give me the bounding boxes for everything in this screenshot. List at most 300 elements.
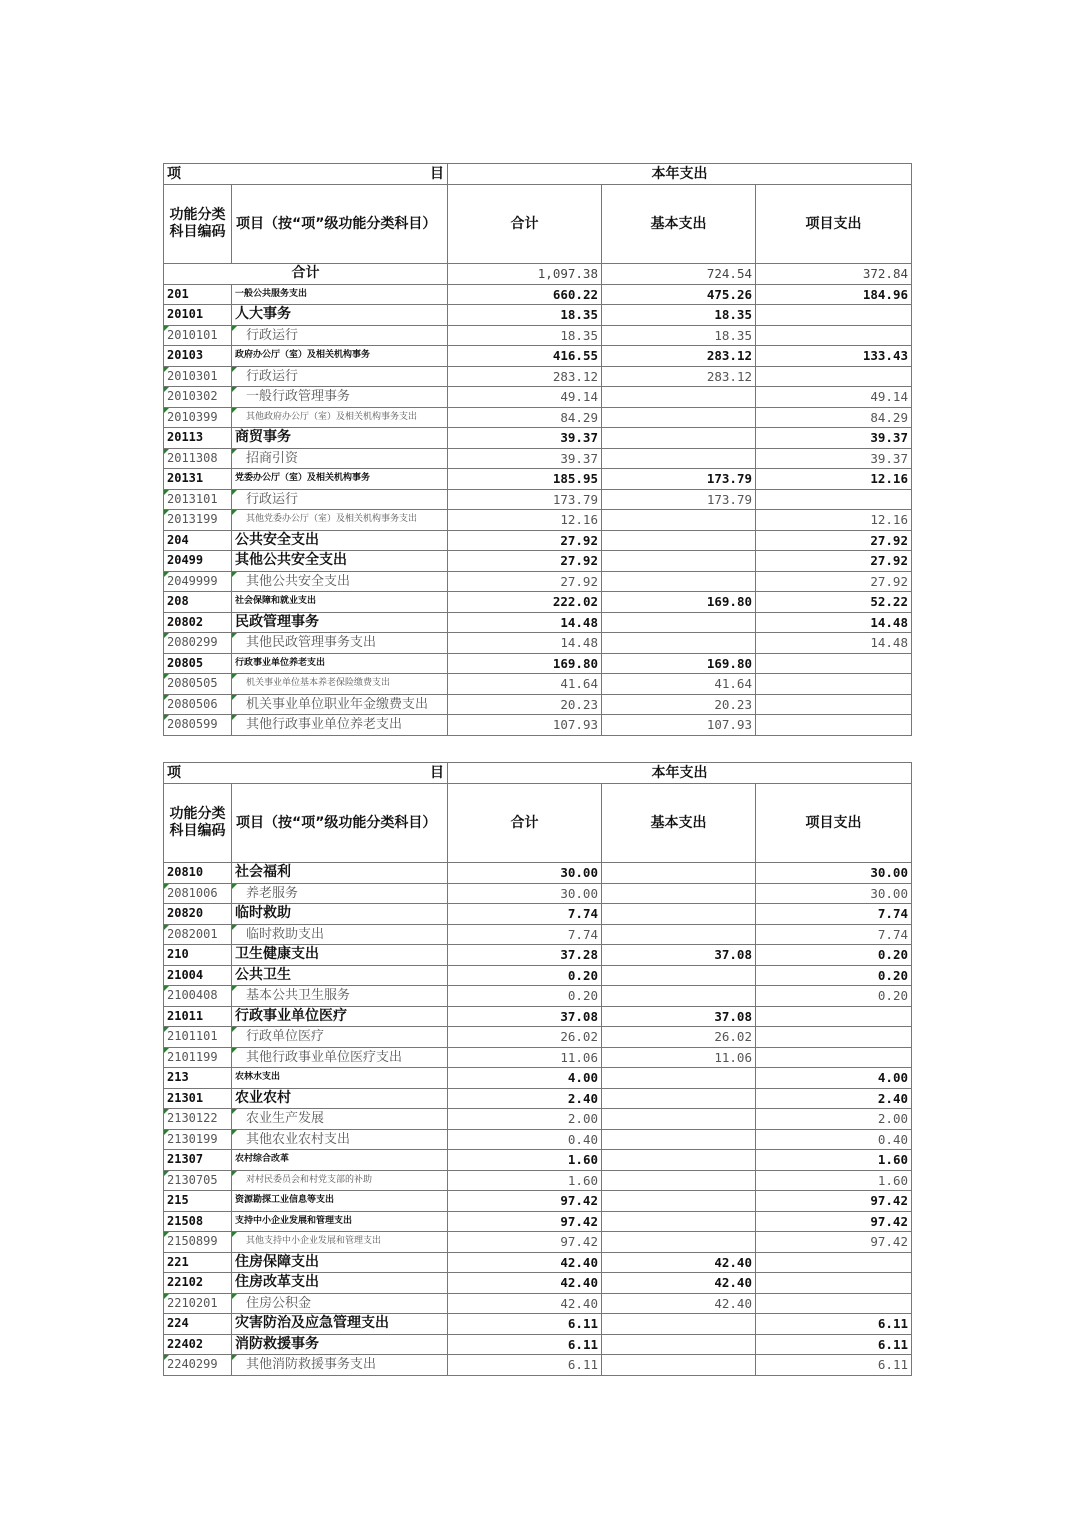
table-row bbox=[164, 1211, 912, 1232]
table-row bbox=[164, 612, 912, 633]
row-code: 22402 bbox=[164, 1334, 232, 1355]
row-code: 20113 bbox=[164, 428, 232, 449]
row-code: 2010101 bbox=[164, 325, 232, 346]
row-code: 208 bbox=[164, 592, 232, 613]
table-row bbox=[164, 407, 912, 428]
table-row bbox=[164, 1027, 912, 1048]
grand-total-basic: 724.54 bbox=[602, 264, 756, 285]
row-basic: 18.35 bbox=[602, 325, 756, 346]
row-code: 2013101 bbox=[164, 489, 232, 510]
table-row bbox=[164, 694, 912, 715]
row-name: 其他公共安全支出 bbox=[232, 571, 448, 592]
row-name: 民政管理事务 bbox=[232, 612, 448, 633]
table-row bbox=[164, 1068, 912, 1089]
table-row bbox=[164, 883, 912, 904]
row-basic: 173.79 bbox=[602, 489, 756, 510]
row-code: 20101 bbox=[164, 305, 232, 326]
row-code: 215 bbox=[164, 1191, 232, 1212]
row-project: 12.16 bbox=[756, 510, 912, 531]
row-code: 2011308 bbox=[164, 448, 232, 469]
row-basic bbox=[602, 387, 756, 408]
header-project-col: 项目支出 bbox=[756, 185, 912, 264]
row-code: 2080505 bbox=[164, 674, 232, 695]
row-name: 一般公共服务支出 bbox=[232, 284, 448, 305]
row-project: 84.29 bbox=[756, 407, 912, 428]
row-project: 0.20 bbox=[756, 965, 912, 986]
row-name: 机关事业单位基本养老保险缴费支出 bbox=[232, 674, 448, 695]
row-basic: 41.64 bbox=[602, 674, 756, 695]
row-code: 21301 bbox=[164, 1088, 232, 1109]
table-row bbox=[164, 965, 912, 986]
row-total: 185.95 bbox=[448, 469, 602, 490]
header-row-1 bbox=[164, 164, 912, 185]
row-name: 住房改革支出 bbox=[232, 1273, 448, 1294]
row-total: 27.92 bbox=[448, 530, 602, 551]
grand-total-row bbox=[164, 264, 912, 285]
row-total: 30.00 bbox=[448, 883, 602, 904]
row-project: 1.60 bbox=[756, 1170, 912, 1191]
table-row bbox=[164, 653, 912, 674]
row-name: 灾害防治及应急管理支出 bbox=[232, 1314, 448, 1335]
row-project: 6.11 bbox=[756, 1314, 912, 1335]
header-basic-col: 基本支出 bbox=[602, 185, 756, 264]
header-code-col: 功能分类科目编码 bbox=[164, 185, 232, 264]
row-name: 商贸事务 bbox=[232, 428, 448, 449]
row-project bbox=[756, 1047, 912, 1068]
row-basic: 42.40 bbox=[602, 1252, 756, 1273]
row-project: 27.92 bbox=[756, 571, 912, 592]
row-total: 6.11 bbox=[448, 1355, 602, 1376]
row-name: 对村民委员会和村党支部的补助 bbox=[232, 1170, 448, 1191]
row-project bbox=[756, 694, 912, 715]
row-basic bbox=[602, 448, 756, 469]
table-row bbox=[164, 1273, 912, 1294]
row-total: 416.55 bbox=[448, 346, 602, 367]
table-row bbox=[164, 945, 912, 966]
row-basic bbox=[602, 1068, 756, 1089]
row-project bbox=[756, 305, 912, 326]
row-name: 其他政府办公厅（室）及相关机构事务支出 bbox=[232, 407, 448, 428]
table-row bbox=[164, 325, 912, 346]
row-code: 2010399 bbox=[164, 407, 232, 428]
row-project: 39.37 bbox=[756, 428, 912, 449]
row-project: 0.40 bbox=[756, 1129, 912, 1150]
row-basic: 283.12 bbox=[602, 366, 756, 387]
row-name: 公共安全支出 bbox=[232, 530, 448, 551]
row-name: 其他支持中小企业发展和管理支出 bbox=[232, 1232, 448, 1253]
row-code: 2013199 bbox=[164, 510, 232, 531]
header-xiang: 项 bbox=[164, 763, 232, 784]
table-row bbox=[164, 428, 912, 449]
table-row bbox=[164, 904, 912, 925]
row-basic bbox=[602, 530, 756, 551]
grand-total-project: 372.84 bbox=[756, 264, 912, 285]
table-row bbox=[164, 510, 912, 531]
row-name: 其他农业农村支出 bbox=[232, 1129, 448, 1150]
table-row bbox=[164, 633, 912, 654]
row-name: 行政运行 bbox=[232, 325, 448, 346]
row-name: 公共卫生 bbox=[232, 965, 448, 986]
row-total: 42.40 bbox=[448, 1293, 602, 1314]
row-project bbox=[756, 1273, 912, 1294]
grand-total-label: 合计 bbox=[164, 264, 448, 285]
row-project: 2.00 bbox=[756, 1109, 912, 1130]
header-xiang: 项 bbox=[164, 164, 232, 185]
table-row bbox=[164, 1109, 912, 1130]
row-code: 20499 bbox=[164, 551, 232, 572]
row-project bbox=[756, 715, 912, 736]
table-row bbox=[164, 571, 912, 592]
row-name: 一般行政管理事务 bbox=[232, 387, 448, 408]
table-row bbox=[164, 469, 912, 490]
row-code: 213 bbox=[164, 1068, 232, 1089]
table-row bbox=[164, 1355, 912, 1376]
row-name: 住房公积金 bbox=[232, 1293, 448, 1314]
row-basic bbox=[602, 1170, 756, 1191]
row-total: 6.11 bbox=[448, 1314, 602, 1335]
row-basic: 42.40 bbox=[602, 1273, 756, 1294]
row-code: 221 bbox=[164, 1252, 232, 1273]
row-code: 2130705 bbox=[164, 1170, 232, 1191]
row-basic bbox=[602, 965, 756, 986]
row-project: 52.22 bbox=[756, 592, 912, 613]
table-row bbox=[164, 1129, 912, 1150]
row-code: 2130199 bbox=[164, 1129, 232, 1150]
row-total: 0.20 bbox=[448, 986, 602, 1007]
row-total: 84.29 bbox=[448, 407, 602, 428]
row-code: 2010301 bbox=[164, 366, 232, 387]
row-total: 0.20 bbox=[448, 965, 602, 986]
row-basic bbox=[602, 612, 756, 633]
row-name: 行政运行 bbox=[232, 366, 448, 387]
row-name: 政府办公厅（室）及相关机构事务 bbox=[232, 346, 448, 367]
row-total: 2.40 bbox=[448, 1088, 602, 1109]
row-project: 27.92 bbox=[756, 551, 912, 572]
row-code: 2210201 bbox=[164, 1293, 232, 1314]
row-basic bbox=[602, 904, 756, 925]
row-total: 12.16 bbox=[448, 510, 602, 531]
row-project bbox=[756, 1027, 912, 1048]
row-name: 支持中小企业发展和管理支出 bbox=[232, 1211, 448, 1232]
table-row bbox=[164, 715, 912, 736]
row-project bbox=[756, 489, 912, 510]
row-total: 660.22 bbox=[448, 284, 602, 305]
row-total: 42.40 bbox=[448, 1273, 602, 1294]
row-code: 20810 bbox=[164, 863, 232, 884]
row-name: 行政运行 bbox=[232, 489, 448, 510]
row-project: 0.20 bbox=[756, 986, 912, 1007]
row-project: 6.11 bbox=[756, 1334, 912, 1355]
row-code: 2080299 bbox=[164, 633, 232, 654]
row-basic bbox=[602, 1129, 756, 1150]
row-total: 37.28 bbox=[448, 945, 602, 966]
row-name: 行政事业单位医疗 bbox=[232, 1006, 448, 1027]
row-basic bbox=[602, 1150, 756, 1171]
row-code: 20802 bbox=[164, 612, 232, 633]
row-code: 2130122 bbox=[164, 1109, 232, 1130]
row-basic bbox=[602, 1232, 756, 1253]
row-total: 222.02 bbox=[448, 592, 602, 613]
header-mu: 目 bbox=[232, 763, 448, 784]
row-total: 173.79 bbox=[448, 489, 602, 510]
row-name: 其他行政事业单位养老支出 bbox=[232, 715, 448, 736]
row-basic: 20.23 bbox=[602, 694, 756, 715]
header-project-col: 项目支出 bbox=[756, 784, 912, 863]
row-total: 14.48 bbox=[448, 612, 602, 633]
row-basic bbox=[602, 428, 756, 449]
row-code: 2100408 bbox=[164, 986, 232, 1007]
table-row bbox=[164, 284, 912, 305]
row-name: 招商引资 bbox=[232, 448, 448, 469]
row-basic: 42.40 bbox=[602, 1293, 756, 1314]
table-row bbox=[164, 551, 912, 572]
row-basic: 169.80 bbox=[602, 592, 756, 613]
table-row bbox=[164, 1314, 912, 1335]
row-code: 21508 bbox=[164, 1211, 232, 1232]
row-total: 169.80 bbox=[448, 653, 602, 674]
table-row bbox=[164, 1232, 912, 1253]
row-code: 204 bbox=[164, 530, 232, 551]
row-project: 7.74 bbox=[756, 924, 912, 945]
table-row bbox=[164, 986, 912, 1007]
row-basic bbox=[602, 571, 756, 592]
row-name: 临时救助支出 bbox=[232, 924, 448, 945]
row-total: 97.42 bbox=[448, 1232, 602, 1253]
row-code: 201 bbox=[164, 284, 232, 305]
row-project: 4.00 bbox=[756, 1068, 912, 1089]
row-basic: 26.02 bbox=[602, 1027, 756, 1048]
row-code: 21004 bbox=[164, 965, 232, 986]
row-basic: 169.80 bbox=[602, 653, 756, 674]
table-row bbox=[164, 1252, 912, 1273]
table-row bbox=[164, 530, 912, 551]
row-basic: 283.12 bbox=[602, 346, 756, 367]
row-basic bbox=[602, 986, 756, 1007]
row-name: 其他民政管理事务支出 bbox=[232, 633, 448, 654]
row-project: 30.00 bbox=[756, 863, 912, 884]
row-name: 行政事业单位养老支出 bbox=[232, 653, 448, 674]
row-code: 2049999 bbox=[164, 571, 232, 592]
table-row bbox=[164, 1006, 912, 1027]
row-basic: 475.26 bbox=[602, 284, 756, 305]
expenditure-table-1 bbox=[163, 163, 912, 736]
row-basic bbox=[602, 633, 756, 654]
table-row bbox=[164, 674, 912, 695]
grand-total-sum: 1,097.38 bbox=[448, 264, 602, 285]
row-project: 2.40 bbox=[756, 1088, 912, 1109]
row-basic bbox=[602, 924, 756, 945]
row-total: 20.23 bbox=[448, 694, 602, 715]
row-project: 27.92 bbox=[756, 530, 912, 551]
row-project: 97.42 bbox=[756, 1232, 912, 1253]
table-row bbox=[164, 387, 912, 408]
row-name: 农村综合改革 bbox=[232, 1150, 448, 1171]
row-code: 21011 bbox=[164, 1006, 232, 1027]
row-project: 133.43 bbox=[756, 346, 912, 367]
row-name: 基本公共卫生服务 bbox=[232, 986, 448, 1007]
row-code: 2240299 bbox=[164, 1355, 232, 1376]
row-total: 11.06 bbox=[448, 1047, 602, 1068]
row-code: 2101199 bbox=[164, 1047, 232, 1068]
row-project bbox=[756, 1293, 912, 1314]
row-name: 农业农村 bbox=[232, 1088, 448, 1109]
row-code: 2010302 bbox=[164, 387, 232, 408]
row-total: 1.60 bbox=[448, 1170, 602, 1191]
row-code: 2080599 bbox=[164, 715, 232, 736]
row-project: 6.11 bbox=[756, 1355, 912, 1376]
row-name: 社会保障和就业支出 bbox=[232, 592, 448, 613]
header-total-col: 合计 bbox=[448, 784, 602, 863]
row-code: 21307 bbox=[164, 1150, 232, 1171]
row-basic bbox=[602, 883, 756, 904]
row-name: 住房保障支出 bbox=[232, 1252, 448, 1273]
row-total: 30.00 bbox=[448, 863, 602, 884]
row-project: 0.20 bbox=[756, 945, 912, 966]
row-project: 97.42 bbox=[756, 1211, 912, 1232]
header-year-expenditure: 本年支出 bbox=[448, 164, 912, 185]
expenditure-table-2 bbox=[163, 762, 912, 1376]
row-name: 养老服务 bbox=[232, 883, 448, 904]
row-project bbox=[756, 366, 912, 387]
table-row bbox=[164, 1170, 912, 1191]
row-code: 224 bbox=[164, 1314, 232, 1335]
row-total: 2.00 bbox=[448, 1109, 602, 1130]
row-code: 2081006 bbox=[164, 883, 232, 904]
row-total: 107.93 bbox=[448, 715, 602, 736]
row-code: 2101101 bbox=[164, 1027, 232, 1048]
row-name: 资源勘探工业信息等支出 bbox=[232, 1191, 448, 1212]
row-total: 283.12 bbox=[448, 366, 602, 387]
row-code: 20805 bbox=[164, 653, 232, 674]
header-basic-col: 基本支出 bbox=[602, 784, 756, 863]
row-project bbox=[756, 653, 912, 674]
row-code: 2080506 bbox=[164, 694, 232, 715]
row-project: 184.96 bbox=[756, 284, 912, 305]
row-project bbox=[756, 674, 912, 695]
row-project bbox=[756, 1252, 912, 1273]
row-code: 210 bbox=[164, 945, 232, 966]
row-total: 26.02 bbox=[448, 1027, 602, 1048]
row-name: 农林水支出 bbox=[232, 1068, 448, 1089]
row-name: 临时救助 bbox=[232, 904, 448, 925]
row-total: 42.40 bbox=[448, 1252, 602, 1273]
row-project: 39.37 bbox=[756, 448, 912, 469]
row-name: 其他行政事业单位医疗支出 bbox=[232, 1047, 448, 1068]
row-name: 消防救援事务 bbox=[232, 1334, 448, 1355]
row-total: 39.37 bbox=[448, 428, 602, 449]
row-total: 14.48 bbox=[448, 633, 602, 654]
table-row bbox=[164, 489, 912, 510]
row-code: 20131 bbox=[164, 469, 232, 490]
row-total: 1.60 bbox=[448, 1150, 602, 1171]
row-name: 其他公共安全支出 bbox=[232, 551, 448, 572]
header-row-2 bbox=[164, 784, 912, 863]
row-basic bbox=[602, 510, 756, 531]
table-row bbox=[164, 305, 912, 326]
header-code-col: 功能分类科目编码 bbox=[164, 784, 232, 863]
row-total: 27.92 bbox=[448, 551, 602, 572]
row-name: 人大事务 bbox=[232, 305, 448, 326]
row-code: 20820 bbox=[164, 904, 232, 925]
table-row bbox=[164, 1088, 912, 1109]
table-row bbox=[164, 1293, 912, 1314]
table-row bbox=[164, 1047, 912, 1068]
header-name-col: 项目（按“项”级功能分类科目） bbox=[232, 784, 448, 863]
row-project: 14.48 bbox=[756, 633, 912, 654]
row-project: 14.48 bbox=[756, 612, 912, 633]
table-row bbox=[164, 366, 912, 387]
row-code: 2150899 bbox=[164, 1232, 232, 1253]
table-row bbox=[164, 448, 912, 469]
row-basic bbox=[602, 407, 756, 428]
row-name: 党委办公厅（室）及相关机构事务 bbox=[232, 469, 448, 490]
row-total: 39.37 bbox=[448, 448, 602, 469]
table-row bbox=[164, 592, 912, 613]
row-project: 12.16 bbox=[756, 469, 912, 490]
row-name: 其他消防救援事务支出 bbox=[232, 1355, 448, 1376]
table-row bbox=[164, 1150, 912, 1171]
row-basic: 37.08 bbox=[602, 1006, 756, 1027]
row-total: 6.11 bbox=[448, 1334, 602, 1355]
row-total: 27.92 bbox=[448, 571, 602, 592]
row-basic bbox=[602, 1334, 756, 1355]
row-basic: 37.08 bbox=[602, 945, 756, 966]
header-mu: 目 bbox=[232, 164, 448, 185]
row-total: 18.35 bbox=[448, 305, 602, 326]
row-project: 1.60 bbox=[756, 1150, 912, 1171]
row-name: 卫生健康支出 bbox=[232, 945, 448, 966]
row-basic: 18.35 bbox=[602, 305, 756, 326]
row-total: 37.08 bbox=[448, 1006, 602, 1027]
row-project: 7.74 bbox=[756, 904, 912, 925]
row-basic bbox=[602, 1314, 756, 1335]
header-total-col: 合计 bbox=[448, 185, 602, 264]
row-total: 0.40 bbox=[448, 1129, 602, 1150]
table-row bbox=[164, 1334, 912, 1355]
row-basic bbox=[602, 863, 756, 884]
row-name: 行政单位医疗 bbox=[232, 1027, 448, 1048]
row-code: 2082001 bbox=[164, 924, 232, 945]
row-total: 41.64 bbox=[448, 674, 602, 695]
row-basic bbox=[602, 1355, 756, 1376]
row-project bbox=[756, 1006, 912, 1027]
header-year-expenditure: 本年支出 bbox=[448, 763, 912, 784]
row-project: 30.00 bbox=[756, 883, 912, 904]
header-row-2 bbox=[164, 185, 912, 264]
row-basic: 11.06 bbox=[602, 1047, 756, 1068]
row-name: 社会福利 bbox=[232, 863, 448, 884]
table-row bbox=[164, 1191, 912, 1212]
row-total: 7.74 bbox=[448, 904, 602, 925]
row-code: 22102 bbox=[164, 1273, 232, 1294]
row-project: 97.42 bbox=[756, 1191, 912, 1212]
row-total: 97.42 bbox=[448, 1211, 602, 1232]
header-name-col: 项目（按“项”级功能分类科目） bbox=[232, 185, 448, 264]
row-name: 机关事业单位职业年金缴费支出 bbox=[232, 694, 448, 715]
table-row bbox=[164, 924, 912, 945]
table-row bbox=[164, 346, 912, 367]
row-basic bbox=[602, 551, 756, 572]
row-basic: 107.93 bbox=[602, 715, 756, 736]
row-basic bbox=[602, 1191, 756, 1212]
row-total: 97.42 bbox=[448, 1191, 602, 1212]
row-project: 49.14 bbox=[756, 387, 912, 408]
row-name: 其他党委办公厅（室）及相关机构事务支出 bbox=[232, 510, 448, 531]
row-code: 20103 bbox=[164, 346, 232, 367]
row-basic bbox=[602, 1088, 756, 1109]
row-basic bbox=[602, 1211, 756, 1232]
row-basic bbox=[602, 1109, 756, 1130]
